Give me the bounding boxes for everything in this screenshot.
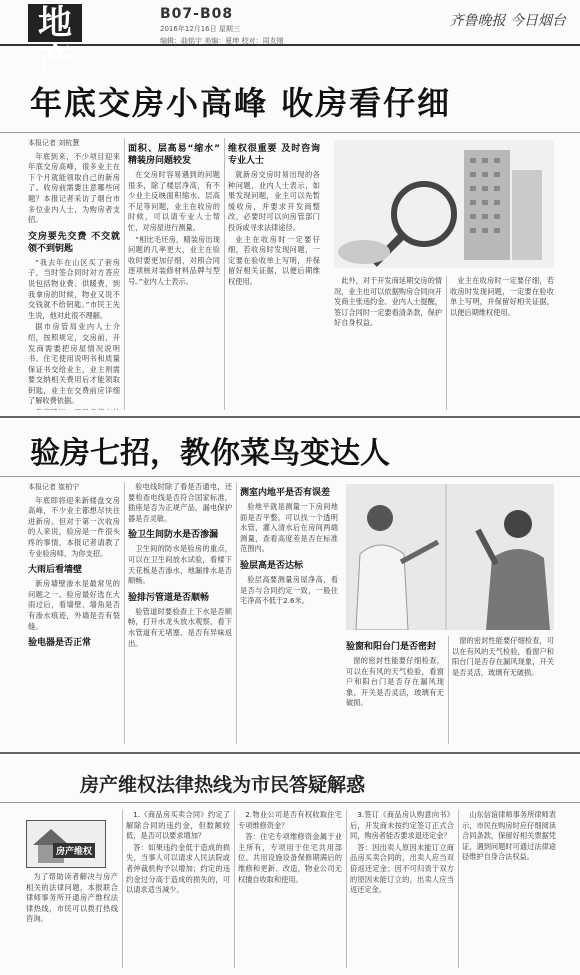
article1-col1 <box>28 138 120 410</box>
magnifier-building-photo <box>334 140 554 268</box>
divider <box>0 132 580 133</box>
subheading: 验电器是否正常 <box>28 638 92 649</box>
paragraph: 窗的密封性能要仔细检查，可以在有风的天气检验，看窗户和阳台门是否存在漏风现象，开关是否灵活，玻璃有无破损。 <box>452 636 554 677</box>
section-divider <box>0 416 580 418</box>
brand-name: 齐鲁晚报 今日烟台 <box>449 13 566 29</box>
paragraph <box>28 408 120 410</box>
column-rule <box>124 482 125 744</box>
subheading: 交房要先交费 不交就领不到钥匙 <box>28 231 120 254</box>
article2-headline: 验房七招，教你菜鸟变达人 <box>30 436 390 471</box>
header-date: 2016年12月16日 星期三 <box>160 25 240 33</box>
paragraph: 3.签订《商品房认购意向书》后，开发商未按约定签订正式合同，购房者能否要求退还定金？ <box>350 810 454 841</box>
section-divider <box>0 752 580 754</box>
column-rule <box>234 810 235 968</box>
logo-block: 地产 <box>28 4 82 42</box>
section-logo <box>28 3 140 81</box>
divider <box>0 802 580 803</box>
paragraph: 2.物业公司是否有权收取住宅专项维修资金？ <box>238 810 342 830</box>
subheading: 验排污管道是否顺畅 <box>128 592 210 603</box>
subheading: 测室内地平是否有误差 <box>240 488 331 498</box>
article2-col4 <box>346 636 444 744</box>
subheading: 验层高是否达标 <box>240 560 304 571</box>
paragraph: 年底到来，不少项目迎来年底交房高峰，很多业主在下个月就能领取自己的新房了。收房前需要注意哪些问题？本报记者采访了烟台市多位业内人士，为购房者支招。 <box>28 151 120 225</box>
column-rule <box>224 138 225 410</box>
paragraph: 此外，对于开发商延期交房的情况，业主也可以依据购房合同向开发商主张违约金。业内人士提醒，签订合同时一定要看清条款，保护好自身权益。 <box>334 276 442 328</box>
article1-col5 <box>450 276 554 410</box>
header-meta <box>160 6 283 46</box>
paragraph: 验管道时要检查上下水是否顺畅，打开水龙头放水观察，看下水管道有无堵塞、是否有异味返出。 <box>128 606 232 648</box>
paragraph: 年底即将迎来新楼盘交房高峰，不少业主都想尽快住进新房。但对于第一次收房的人来说，验房是一件很头疼的事情，本报记者请教了专业验房师，为你支招。 <box>28 495 120 558</box>
page-header <box>0 0 580 81</box>
column-rule <box>448 636 449 744</box>
paragraph: 为了帮助读者解决与房产相关的法律问题，本报联合律师事务所开通房产维权法律热线，市民可以拨打热线咨询。 <box>26 872 118 924</box>
divider <box>0 476 580 477</box>
paragraph: 在交房时容易遇到的问题很多，除了楼层净高，有不少业主反映面积缩水、层高不足等问题，业主在收房的时候，可以请专业人士帮忙，对房屋进行测量。 <box>128 170 220 232</box>
article1-headline: 年底交房小高峰 收房看仔细 <box>30 84 452 122</box>
paragraph: “相比毛坯房，精装房出现问题的几率更大，业主在验收时要更加仔细，对照合同逐项核对装修材料品牌与型号。”业内人士表示。 <box>128 234 220 286</box>
paragraph: 业主在收房时一定要仔细，若收房时发现问题，一定要在验收单上写明，并保留好相关证据，以便后期维权使用。 <box>228 234 320 286</box>
header-staff: 编辑：曲铭宇 美编：夏坤 校对：周友刚 <box>160 37 284 45</box>
paragraph: 验地平就是测量一下房间地面是否平整，可以找一个透明水管，灌入清水后在房间两端测量，查看高度差是否在标准范围内。 <box>240 502 338 554</box>
byline: 本报记者 崔柏宁 <box>28 483 80 491</box>
subheading: 大雨后看墙壁 <box>28 565 83 576</box>
paragraph: 答：住宅专项维修资金属于业主所有，专项用于住宅共用部位、共用设施设备保修期满后的维修和更新、改造，物业公司无权擅自收取和使用。 <box>238 832 342 884</box>
paragraph: 山东信谊律师事务所律师表示，市民在购房时应仔细阅读合同条款，保留好相关票据凭证，遇到问题时可通过法律途径维护自身合法权益。 <box>462 810 556 862</box>
paragraph: 答：如果违约金低于造成的损失，当事人可以请求人民法院或者仲裁机构予以增加；约定的违约金过分高于造成的损失的，可以请求适当减少。 <box>126 842 230 895</box>
paragraph: 窗的密封性能要仔细检查，可以在有风的天气检验，看窗户和阳台门是否存在漏风现象，开关是否灵活，玻璃有无破损。 <box>346 656 444 708</box>
paragraph: 业主在收房时一定要仔细，若收房时发现问题，一定要在验收单上写明，并保留好相关证据，以便后期维权使用。 <box>450 276 554 317</box>
paragraph: 答：因出卖人原因未能订立商品房买卖合同的，出卖人应当双倍返还定金；因不可归责于双方的原因未能订立的，出卖人应当返还定金。 <box>350 842 454 895</box>
paragraph: 新房墙壁渗水是最常见的问题之一。验房最好选在大雨过后，看墙壁、墙角是否有渗水痕迹，外墙是否有裂缝。 <box>28 579 120 631</box>
article3-headline: 房产维权法律热线为市民答疑解惑 <box>80 774 366 796</box>
column-rule <box>236 482 237 744</box>
paragraph: 1.《商品房买卖合同》约定了解除合同的违约金，但数额较低，是否可以要求增加？ <box>126 810 230 841</box>
subheading: 面积、层高易“缩水” 精装房问题较发 <box>128 144 220 166</box>
inspectors-illustration <box>346 484 554 630</box>
paragraph: 据市房管局业内人士介绍，按照规定，交房前，开发商需要把房屋情况说明书、住宅使用说明书和质量保证书交给业主，业主则需要交纳相关费用后才能领取钥匙，业主在交费前应详细了解收费依据。 <box>28 322 120 406</box>
building-illustration <box>334 140 554 268</box>
article1-col2 <box>128 138 220 410</box>
page-number: B07-B08 <box>160 6 234 22</box>
subheading: 验窗和阳台门是否密封 <box>346 642 437 652</box>
article1-col4 <box>334 276 442 410</box>
column-rule <box>458 810 459 968</box>
article1-col3 <box>228 138 320 410</box>
inspection-photo <box>346 484 554 630</box>
paragraph: 卫生间的防水是验房的重点，可以在卫生间放水试验，看楼下天花板是否渗水，地漏排水是否顺畅。 <box>128 544 232 586</box>
paragraph: “我去年在山区买了套房子，当时签合同时对方答应说包括物业费、供暖费，到我拿房的时候，物业又说不交钱就不给钥匙。”市民王先生说，他对此很不理解。 <box>28 257 120 320</box>
column-rule <box>124 138 125 410</box>
paragraph: 验层高要测量房屋净高，看是否与合同约定一致，一般住宅净高不低于2.6米。 <box>240 574 338 606</box>
article3-col2 <box>126 810 230 968</box>
article2-col2 <box>128 482 232 744</box>
column-rule <box>346 810 347 968</box>
article2-col5 <box>452 636 554 744</box>
article2-col1 <box>28 482 120 744</box>
article3-col5 <box>462 810 556 968</box>
article2-col3 <box>240 482 338 744</box>
article3-col4 <box>350 810 454 968</box>
article3-col3 <box>238 810 342 968</box>
column-rule <box>446 276 447 410</box>
paragraph: 就新房交房时易出现的各种问题，业内人士表示，如果发现问题，业主可以先暂缓收房，并要求开发商整改，必要时可以向房管部门投诉或寻求法律途径。 <box>228 170 320 232</box>
byline: 本报记者 刘杭慧 <box>28 139 80 147</box>
subheading: 维权很重要 及时咨询专业人士 <box>228 144 320 166</box>
subheading: 验卫生间防水是否渗漏 <box>128 530 219 541</box>
article3-col1 <box>26 872 118 968</box>
paragraph: 验电线时除了看是否通电，还要检查电线是否符合国家标准，插座是否为正规产品，漏电保护器是否灵敏。 <box>128 482 232 523</box>
column-rule <box>122 810 123 968</box>
badge-label: 房产维权 <box>53 843 95 858</box>
hotline-badge <box>26 820 106 868</box>
